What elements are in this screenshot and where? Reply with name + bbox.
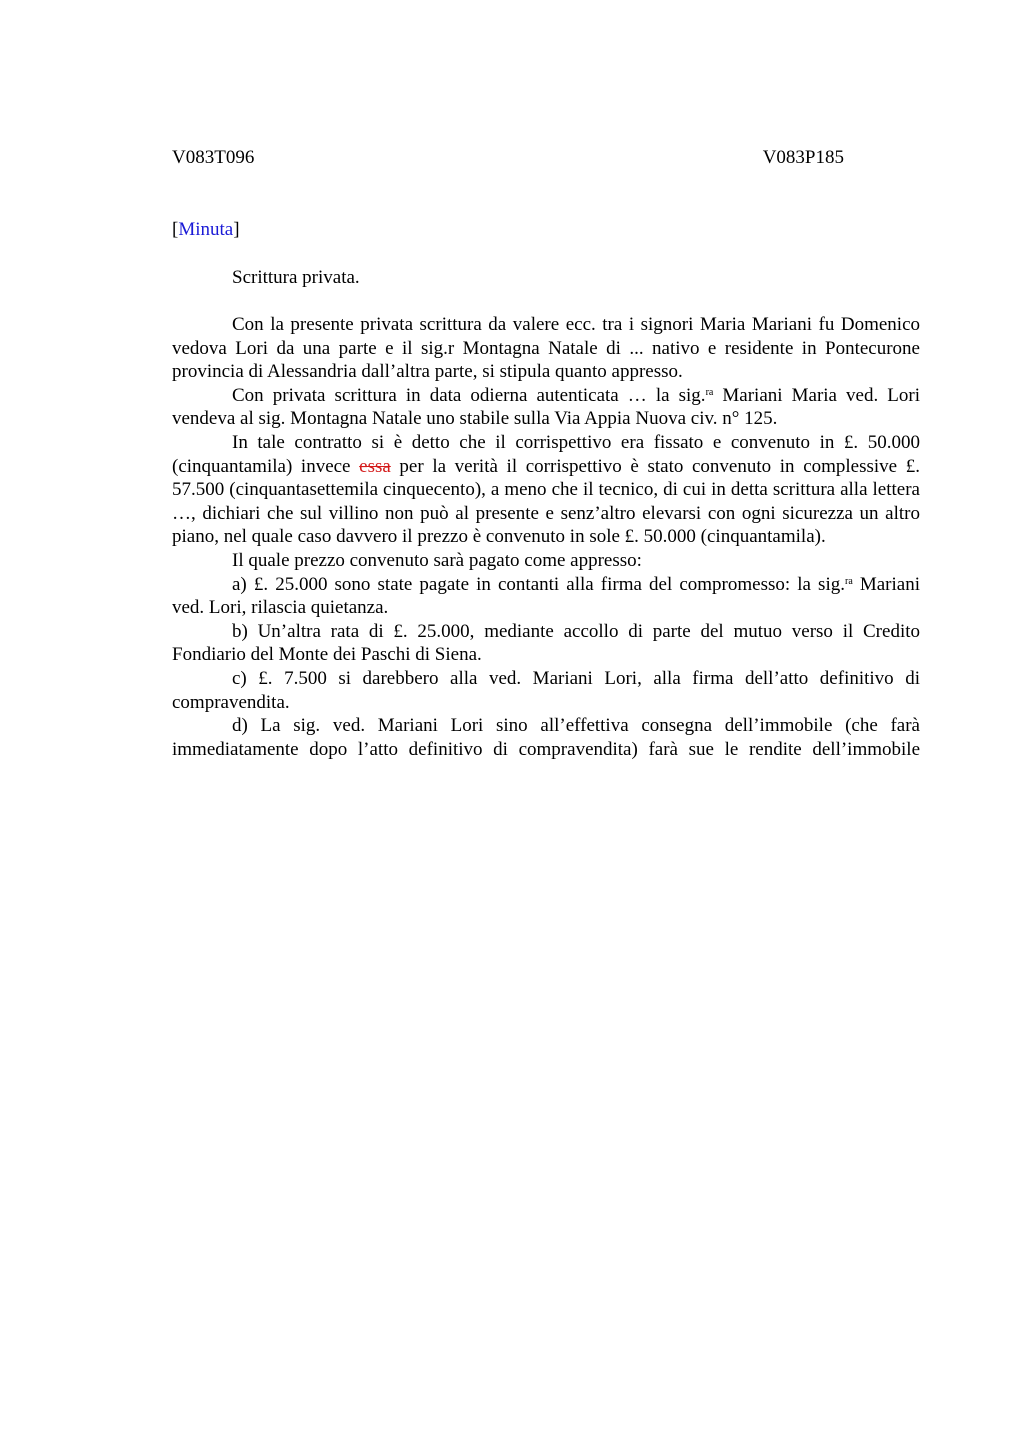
document-code-right: V083P185 xyxy=(762,147,844,168)
paragraph-item-a-text-a: a) £. 25.000 sono state pagate in contanti alla firma del compromesso: la sig. xyxy=(232,573,845,595)
paragraph-price-text-b: per la verità il corrispettivo è stato convenuto in complessive £. 57.500 (cinquantasettemila cinquecento), a meno che il tecnico, di cui in detta scrittura alla lettera …, dichiari che sul villino non può al presente e senz’altro elevarsi con ogni sicurezza un altro piano, nel quale caso davvero il prezzo è convenuto in sole £. 50.000 (cinquantamila). xyxy=(172,455,921,548)
paragraph-item-d: d) La sig. ved. Mariani Lori sino all’effettiva consegna dell’immobile (che farà immediatamente dopo l’atto definitivo di compravendita) farà sue le rendite dell’immobile xyxy=(172,715,920,760)
document-header xyxy=(172,146,844,170)
paragraph-item-a xyxy=(172,573,920,620)
superscript-ra: ra xyxy=(705,386,714,398)
document-title: Scrittura privata. xyxy=(232,267,360,288)
close-bracket: ] xyxy=(233,219,240,240)
deleted-word: essa xyxy=(359,455,391,477)
paragraph-sale-text-a: Con privata scrittura in data odierna autenticata … la sig. xyxy=(232,384,706,406)
paragraph-item-c: c) £. 7.500 si darebbero alla ved. Mariani Lori, alla firma dell’atto definitivo di compravendita. xyxy=(172,667,920,713)
open-bracket: [ xyxy=(172,219,179,240)
paragraph-price xyxy=(172,431,920,549)
paragraph-item-a-text-b: Mariani ved. Lori, rilascia quietanza. xyxy=(172,573,921,619)
paragraph-price-text-a: In tale contratto si è detto che il corrispettivo era fissato e convenuto in £. 50.000 (cinquantamila) invece xyxy=(172,431,920,477)
paragraph-item-b: b) Un’altra rata di £. 25.000, mediante accollo di parte del mutuo verso il Credito Fondiario del Monte dei Paschi di Siena. xyxy=(172,620,920,666)
minuta-label: Minuta xyxy=(178,219,234,240)
paragraph-sale-text-b: Mariani Maria ved. Lori vendeva al sig. Montagna Natale uno stabile sulla Via Appia Nuova civ. n° 125. xyxy=(172,384,920,430)
document-code-left: V083T096 xyxy=(172,147,255,168)
paragraph-sale xyxy=(172,384,920,431)
paragraph-payment-intro: Il quale prezzo convenuto sarà pagato come appresso: xyxy=(232,549,642,571)
paragraph-intro: Con la presente privata scrittura da valere ecc. tra i signori Maria Mariani fu Domenico vedova Lori da una parte e il sig.r Montagna Natale di ... nativo e residente in Pontecurone provincia di Alessandria dall’altra parte, si stipula quanto appresso. xyxy=(172,314,920,383)
document-body xyxy=(172,313,920,761)
superscript-ra: ra xyxy=(844,575,853,587)
minuta-annotation xyxy=(172,218,240,242)
